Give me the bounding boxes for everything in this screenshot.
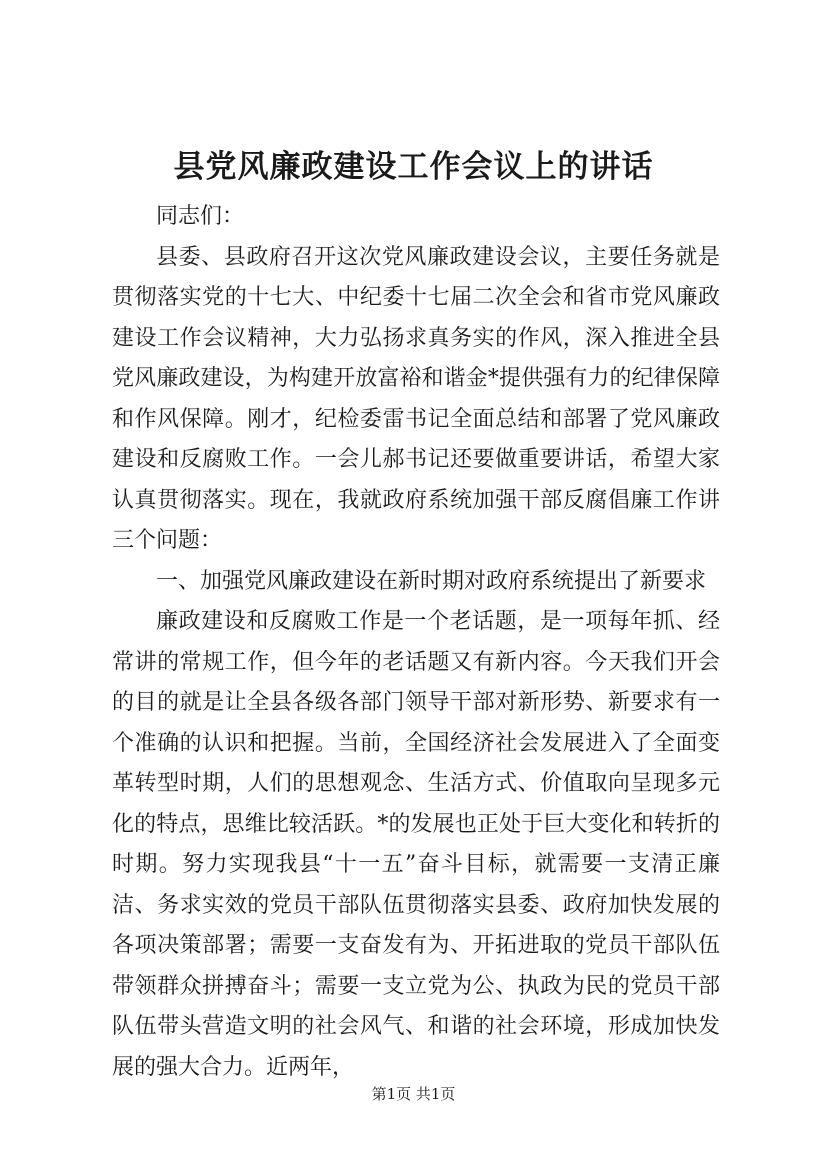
- page-footer: 第1页 共1页: [371, 1085, 456, 1103]
- document-body: [112, 197, 720, 1088]
- salutation: 同志们：: [156, 204, 245, 229]
- document-title: 县党风廉政建设工作会议上的讲话: [173, 149, 654, 185]
- section-heading: 一、加强党风廉政建设在新时期对政府系统提出了新要求: [156, 568, 707, 594]
- paragraph-intro: 县委、县政府召开这次党风廉政建设会议，主要任务就是贯彻落实党的十七大、中纪委十七届二次全会和省市党风廉政建设工作会议精神，大力弘扬求真务实的作风，深入推进全县党风廉政建设，为构建开放富裕和谐金*提供强有力的纪律保障和作风保障。刚才，纪检委雷书记全面总结和部署了党风廉政建设和反腐败工作。一会儿郝书记还要做重要讲话，希望大家认真贯彻落实。现在，我就政府系统加强干部反腐倡廉工作讲三个问题：: [112, 244, 720, 553]
- paragraph-body: 廉政建设和反腐败工作是一个老话题，是一项每年抓、经常讲的常规工作，但今年的老话题又有新内容。今天我们开会的目的就是让全县各级各部门领导干部对新形势、新要求有一个准确的认识和把握。当前，全国经济社会发展进入了全面变革转型时期，人们的思想观念、生活方式、价值取向呈现多元化的特点，思维比较活跃。*的发展也正处于巨大变化和转折的时期。努力实现我县“十一五”奋斗目标，就需要一支清正廉洁、务求实效的党员干部队伍贯彻落实县委、政府加快发展的各项决策部署；需要一支奋发有为、开拓进取的党员干部队伍带领群众拼搏奋斗；需要一支立党为公、执政为民的党员干部队伍带头营造文明的社会风气、和谐的社会环境，形成加快发展的强大合力。近两年，: [112, 609, 720, 1080]
